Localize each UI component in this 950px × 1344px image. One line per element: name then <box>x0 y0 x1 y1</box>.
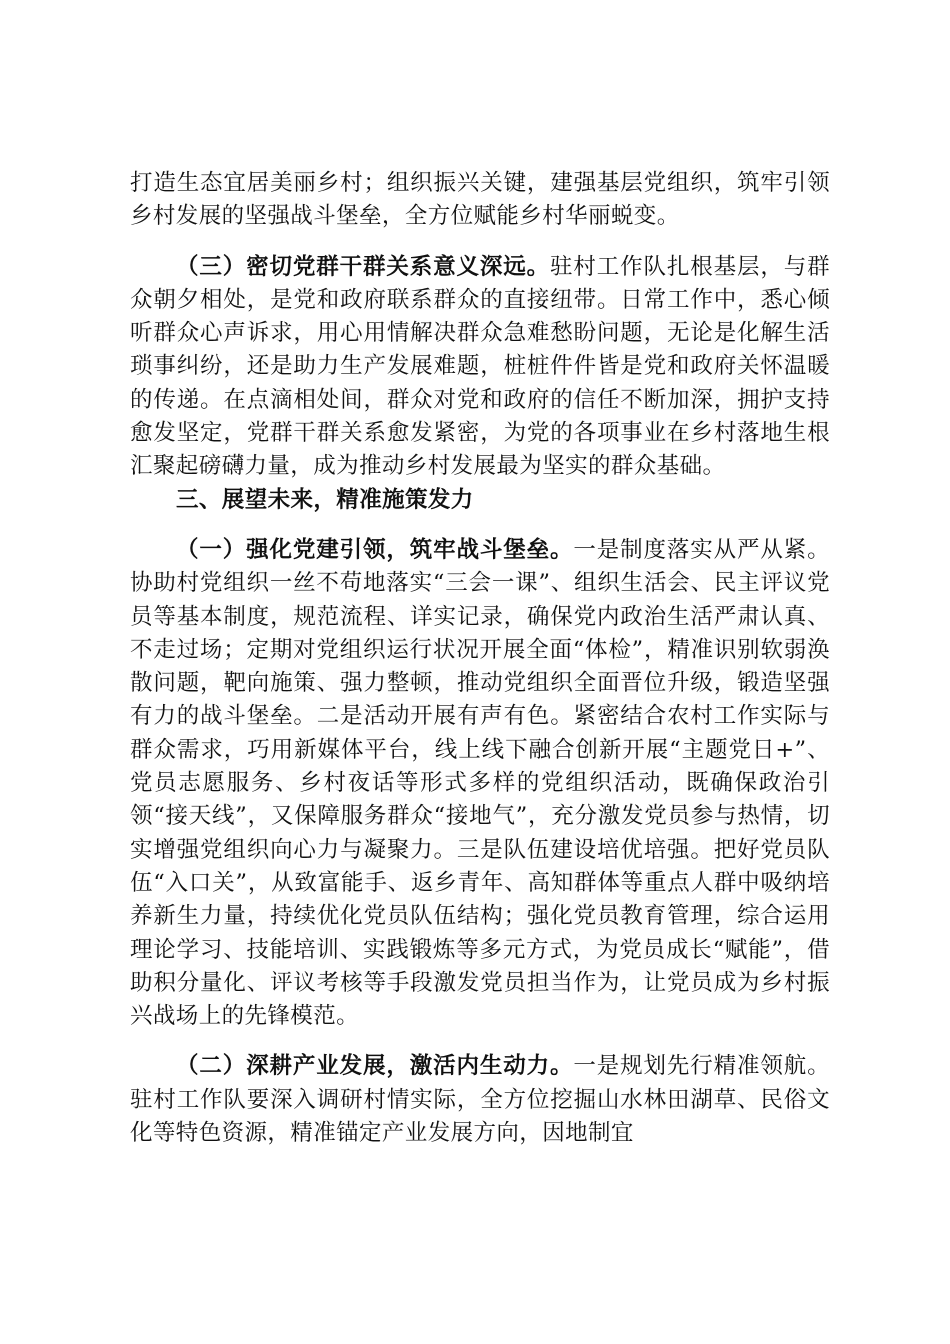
paragraph-section-3 <box>130 251 830 484</box>
paragraph-lead: （一）强化党建引领，筑牢战斗堡垒。 <box>176 536 574 563</box>
paragraph-lead: （三）密切党群干群关系意义深远。 <box>176 253 550 280</box>
document-body <box>130 167 830 1150</box>
paragraph-text: 一是制度落实从严从紧。协助村党组织一丝不苟地落实“三会一课”、组织生活会、民主评议党员等基本制度，规范流程、详实记录，确保党内政治生活严肃认真、不走过场；定期对党组织运行状况开展全面“体检”，精准识别软弱涣散问题，靶向施策、强力整顿，推动党组织全面晋位升级，锻造坚强有力的战斗堡垒。二是活动开展有声有色。紧密结合农村工作实际与群众需求，巧用新媒体平台，线上线下融合创新开展“主题党日+”、党员志愿服务、乡村夜话等形式多样的党组织活动，既确保政治引领“接天线”，又保障服务群众“接地气”，充分激发党员参与热情，切实增强党组织向心力与凝聚力。三是队伍建设培优培强。把好党员队伍“入口关”，从致富能手、返乡青年、高知群体等重点人群中吸纳培养新生力量，持续优化党员队伍结构；强化党员教育管理，综合运用理论学习、技能培训、实践锻炼等多元方式，为党员成长“赋能”，借助积分量化、评议考核等手段激发党员担当作为，让党员成为乡村振兴战场上的先锋模范。 <box>130 536 830 1030</box>
paragraph-subsection-2 <box>130 1050 830 1150</box>
paragraph-text: 驻村工作队扎根基层，与群众朝夕相处，是党和政府联系群众的直接纽带。日常工作中，悉心倾听群众心声诉求，用心用情解决群众急难愁盼问题，无论是化解生活琐事纠纷，还是助力生产发展难题，桩桩件件皆是党和政府关怀温暖的传递。在点滴相处间，群众对党和政府的信任不断加深，拥护支持愈发坚定，党群干群关系愈发紧密，为党的各项事业在乡村落地生根汇聚起磅礴力量，成为推动乡村发展最为坚实的群众基础。 <box>130 253 830 480</box>
paragraph-text: 一是规划先行精准领航。驻村工作队要深入调研村情实际，全方位挖掘山水林田湖草、民俗文化等特色资源，精准锚定产业发展方向，因地制宜 <box>130 1053 830 1147</box>
section-heading: 三、展望未来，精准施策发力 <box>176 486 474 513</box>
paragraph-subsection-1 <box>130 534 830 1033</box>
paragraph-lead: （二）深耕产业发展，激活内生动力。 <box>176 1053 574 1080</box>
paragraph-continuation <box>130 167 830 234</box>
paragraph-text: 打造生态宜居美丽乡村；组织振兴关键，建强基层党组织，筑牢引领乡村发展的坚强战斗堡垒，全方位赋能乡村华丽蜕变。 <box>130 170 830 230</box>
